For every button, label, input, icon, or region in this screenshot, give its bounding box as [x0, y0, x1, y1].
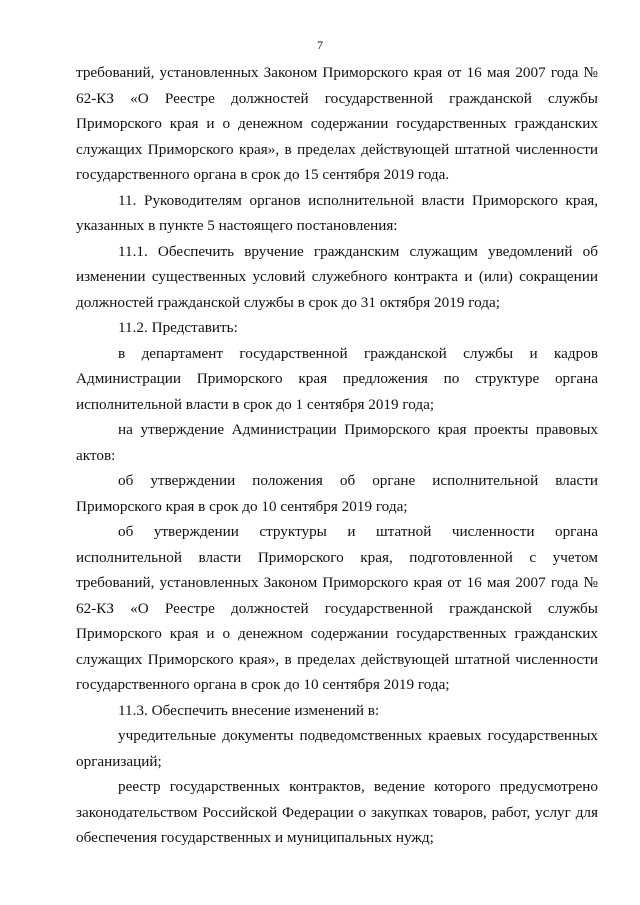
paragraph-item-11-3: 11.3. Обеспечить внесение изменений в: [118, 701, 380, 719]
paragraph-regulation-approval: об утверждении положения об органе исполнительной власти Приморского края в срок до 10 сентября 2019 года; [76, 472, 598, 515]
paragraph-item-11-1: 11.1. Обеспечить вручение гражданским служащим уведомлений об изменении существенных условий служебного контракта и (или) сокращении должностей гражданской службы в срок до 31 октября 2019 года; [76, 242, 598, 311]
paragraph-structure-approval: об утверждении структуры и штатной численности органа исполнительной власти Приморского края, подготовленной с учетом требований, установленных Законом Приморского края от 16 мая 2007 года № 62-КЗ «О Реестре должностей государственной гражданской службы Приморского края и о денежном содержании государственных гражданских служащих Приморского края», в пределах действующей штатной численности государственного органа в срок до 10 сентября 2019 года; [76, 523, 598, 693]
paragraph-legal-acts: на утверждение Администрации Приморского края проекты правовых актов: [76, 421, 598, 464]
document-body [76, 60, 598, 851]
paragraph-continuation: требований, установленных Законом Приморского края от 16 мая 2007 года № 62-КЗ «О Реестре должностей государственной гражданской службы Приморского края и о денежном содержании государственных гражданских служащих Приморского края», в пределах действующей штатной численности государственного органа в срок до 15 сентября 2019 года. [76, 64, 598, 183]
page-number: 7 [317, 38, 323, 52]
paragraph-item-11: 11. Руководителям органов исполнительной власти Приморского края, указанных в пункте 5 настоящего постановления: [76, 191, 598, 234]
paragraph-contracts-registry: реестр государственных контрактов, ведение которого предусмотрено законодательством Российской Федерации о закупках товаров, работ, услуг для обеспечения государственных и муниципальных нужд; [76, 778, 598, 846]
paragraph-founding-documents: учредительные документы подведомственных краевых государственных организаций; [76, 727, 598, 770]
paragraph-department-proposals: в департамент государственной гражданской службы и кадров Администрации Приморского края предложения по структуре органа исполнительной власти в срок до 1 сентября 2019 года; [76, 344, 598, 413]
paragraph-item-11-2: 11.2. Представить: [118, 319, 238, 336]
